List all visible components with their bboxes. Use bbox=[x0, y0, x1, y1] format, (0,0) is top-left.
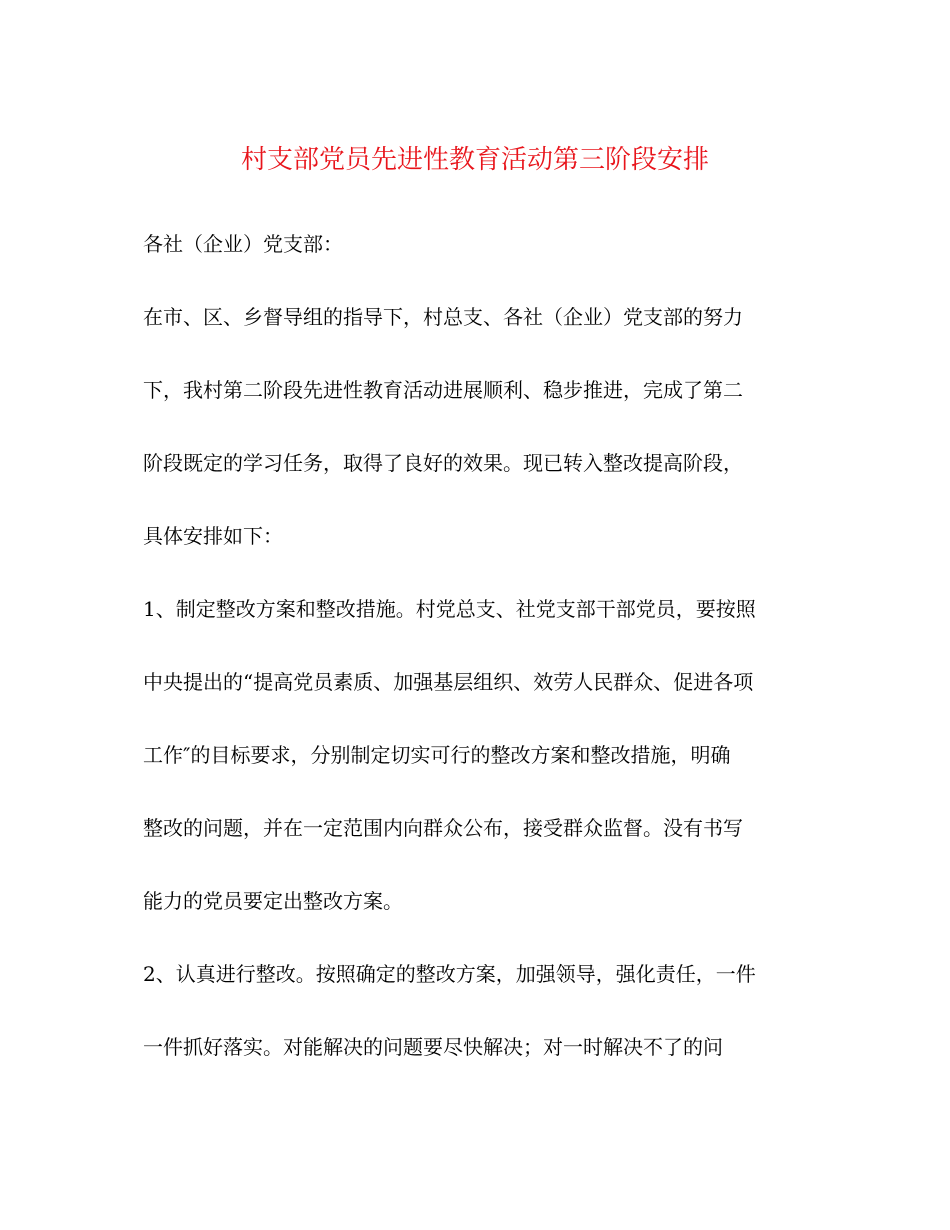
body-text-line: 在市、区、乡督导组的指导下，村总支、各社（企业）党支部的努力 bbox=[143, 305, 743, 329]
body-text-line: 阶段既定的学习任务，取得了良好的效果。现已转入整改提高阶段， bbox=[143, 451, 743, 475]
body-text-line: 工作″的目标要求，分别制定切实可行的整改方案和整改措施，明确 bbox=[143, 743, 731, 767]
body-text-line: 一件抓好落实。对能解决的问题要尽快解决；对一时解决不了的问 bbox=[143, 1035, 723, 1059]
document-title: 村支部党员先进性教育活动第三阶段安排 bbox=[240, 145, 709, 175]
body-text-line: 下，我村第二阶段先进性教育活动进展顺利、稳步推进，完成了第二 bbox=[143, 378, 743, 402]
body-text-line: 1、制定整改方案和整改措施。村党总支、社党支部干部党员，要按照 bbox=[143, 597, 756, 621]
salutation-line: 各社（企业）党支部： bbox=[143, 232, 343, 256]
body-text-line: 中央提出的“提高党员素质、加强基层组织、效劳人民群众、促进各项 bbox=[143, 670, 754, 694]
body-text-line: 具体安排如下： bbox=[143, 524, 283, 548]
body-text-line: 整改的问题，并在一定范围内向群众公布，接受群众监督。没有书写 bbox=[143, 816, 743, 840]
body-text-line: 能力的党员要定出整改方案。 bbox=[143, 889, 403, 913]
body-text-line: 2、认真进行整改。按照确定的整改方案，加强领导，强化责任，一件 bbox=[143, 962, 756, 986]
